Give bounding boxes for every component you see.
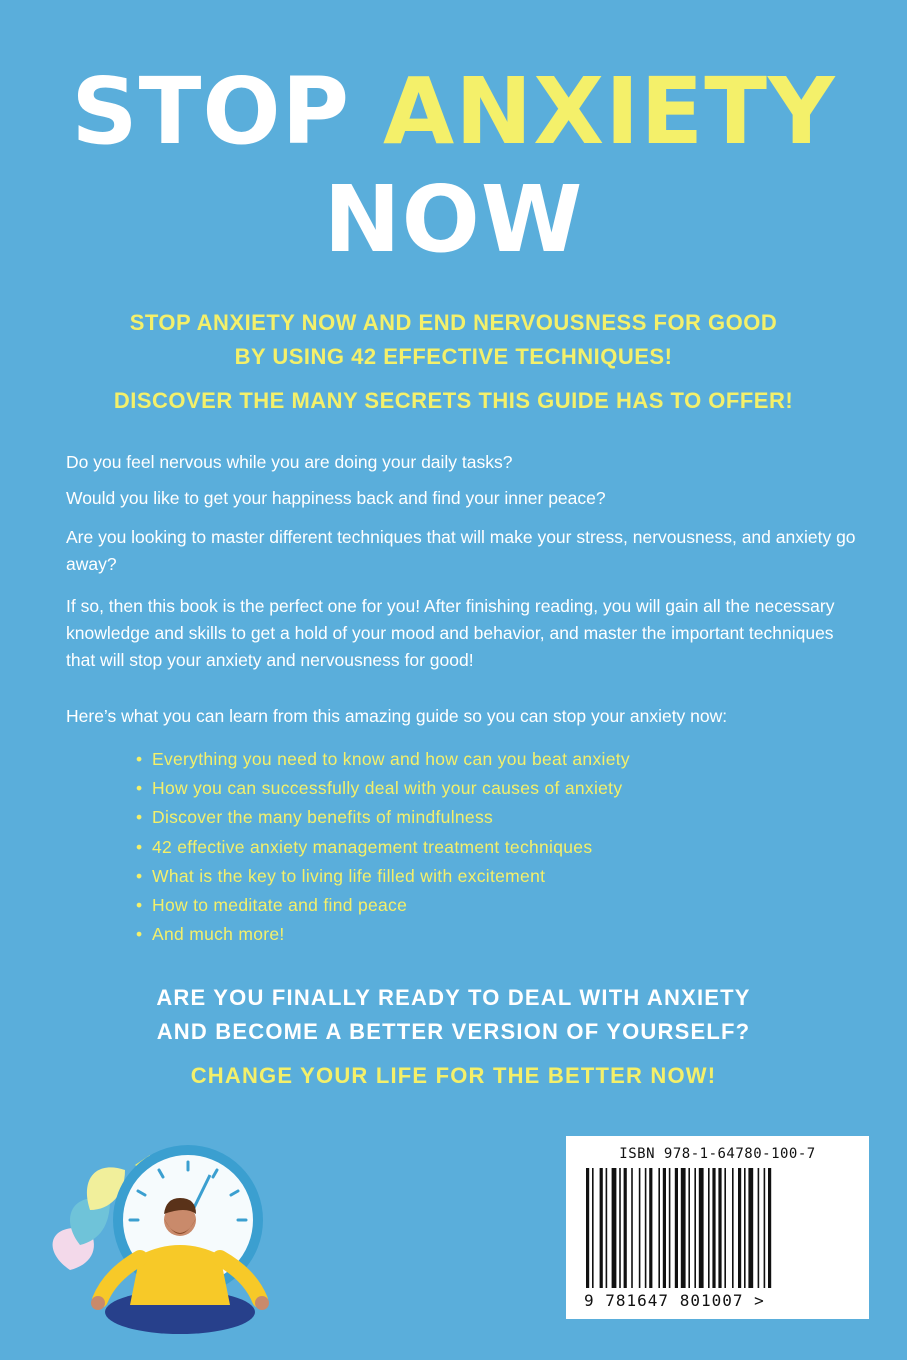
barcode-icon xyxy=(586,1168,848,1290)
bullet-dot: • xyxy=(136,924,143,945)
title-word-anxiety: ANXIETY xyxy=(383,58,836,165)
feature-list xyxy=(136,745,856,949)
bullet-dot: • xyxy=(136,749,143,769)
book-title-line2: NOW xyxy=(323,166,584,273)
title-word-stop: STOP xyxy=(71,58,351,165)
book-title-line1 xyxy=(0,58,907,165)
list-item: • 42 effective anxiety management treatment techniques xyxy=(136,833,856,862)
paragraph-1: Do you feel nervous while you are doing your daily tasks? xyxy=(66,452,513,472)
bullet-dot: • xyxy=(136,865,143,886)
list-item: • Everything you need to know and how can you beat anxiety xyxy=(136,745,856,774)
bullet-dot: • xyxy=(136,894,143,915)
meditation-illustration xyxy=(40,1140,280,1340)
list-item: • What is the key to living life filled with excitement xyxy=(136,862,856,891)
bullet-dot: • xyxy=(136,778,143,799)
barcode-digits: 9 781647 801007 > xyxy=(584,1291,765,1310)
cta-line2: AND BECOME A BETTER VERSION OF YOURSELF? xyxy=(156,1019,751,1044)
subhead-line2: BY USING 42 EFFECTIVE TECHNIQUES! xyxy=(234,344,673,369)
barcode-box xyxy=(566,1136,869,1319)
bullet-dot: • xyxy=(136,836,143,857)
subhead-line1: STOP ANXIETY NOW AND END NERVOUSNESS FOR GOOD xyxy=(129,310,778,335)
list-item: • How you can successfully deal with your causes of anxiety xyxy=(136,774,856,803)
bullet-dot: • xyxy=(136,807,143,828)
cta-line3: CHANGE YOUR LIFE FOR THE BETTER NOW! xyxy=(190,1063,717,1088)
paragraph-3: Are you looking to master different techniques that will make your stress, nervousness, and anxiety go away? xyxy=(66,527,856,574)
list-item: • And much more! xyxy=(136,920,856,949)
paragraph-2: Would you like to get your happiness back and find your inner peace? xyxy=(66,488,606,508)
paragraph-4: If so, then this book is the perfect one for you! After finishing reading, you will gain all the necessary knowledge and skills to get a hold of your mood and behavior, and master the important techniques that will stop your anxiety and nervousness for good! xyxy=(66,596,835,670)
list-item: • Discover the many benefits of mindfulness xyxy=(136,803,856,832)
paragraph-5: Here’s what you can learn from this amazing guide so you can stop your anxiety now: xyxy=(66,706,728,726)
cta-line1: ARE YOU FINALLY READY TO DEAL WITH ANXIETY xyxy=(156,985,751,1010)
list-item: • How to meditate and find peace xyxy=(136,891,856,920)
isbn-label: ISBN 978-1-64780-100-7 xyxy=(619,1146,816,1162)
subhead-line3: DISCOVER THE MANY SECRETS THIS GUIDE HAS TO OFFER! xyxy=(113,388,794,413)
